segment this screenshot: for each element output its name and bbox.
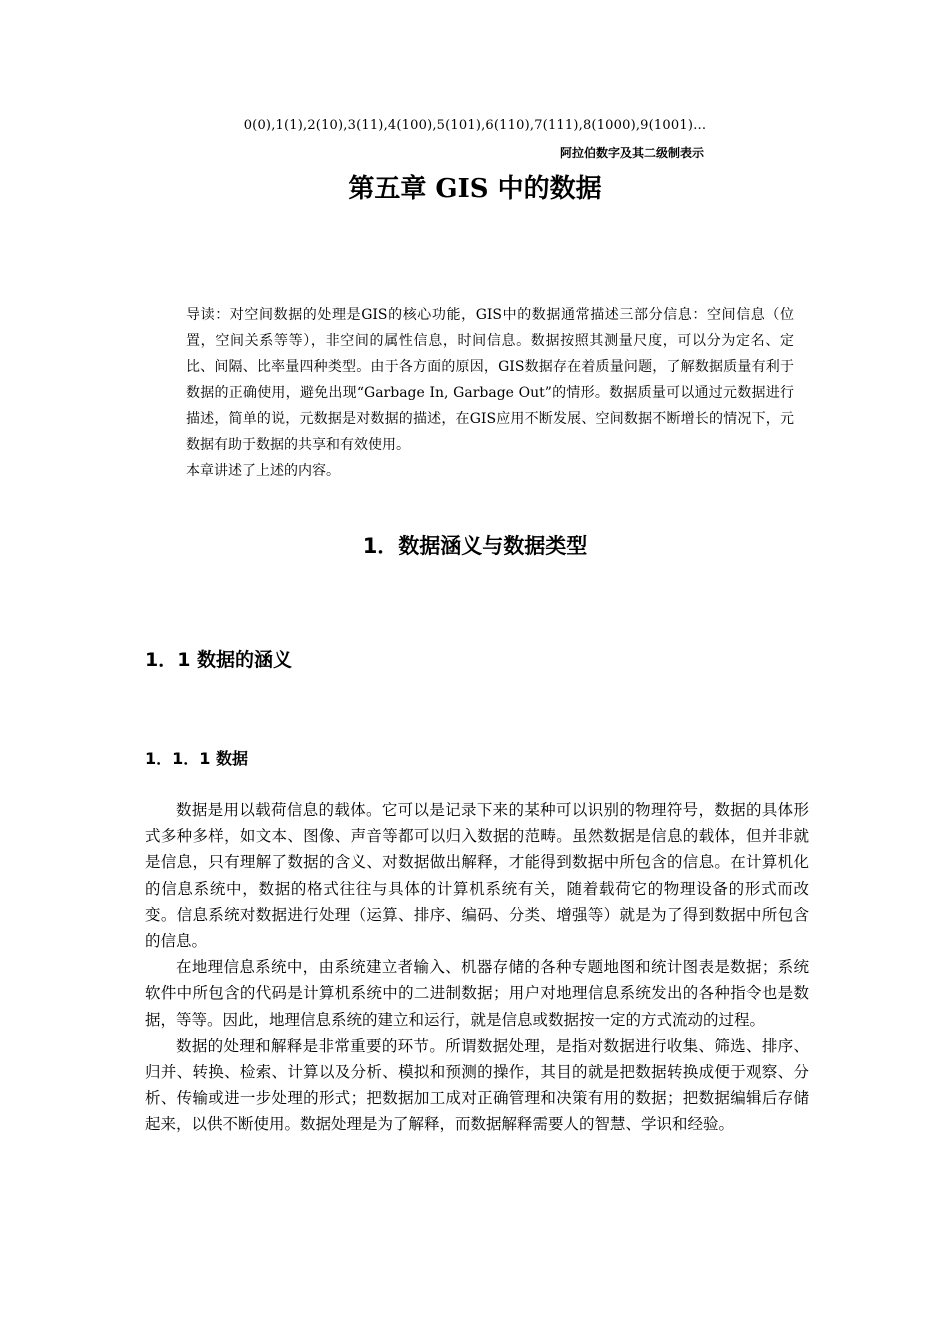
binary-caption: 阿拉伯数字及其二级制表示 [560, 146, 705, 160]
subsection-title: 1．1 数据的涵义 [145, 649, 293, 671]
chapter-title: 第五章 GIS 中的数据 [348, 174, 602, 204]
body-text [145, 798, 809, 1139]
subsubsection-title: 1．1．1 数据 [145, 749, 248, 768]
section-title: 1．数据涵义与数据类型 [362, 534, 588, 558]
body-paragraph: 数据的处理和解释是非常重要的环节。所谓数据处理，是指对数据进行收集、筛选、排序、归并、转换、检索、计算以及分析、模拟和预测的操作，其目的就是把数据转换成便于观察、分析、传输或进一步处理的形式；把数据加工成对正确管理和决策有用的数据；把数据编辑后存储起来，以供不断使用。数据处理是为了解释，而数据解释需要人的智慧、学识和经验。 [145, 1037, 809, 1134]
binary-sequence: 0(0),1(1),2(10),3(11),4(100),5(101),6(110),7(111),8(1000),9(1001)… [243, 118, 707, 133]
intro-paragraph: 导读：对空间数据的处理是GIS的核心功能，GIS中的数据通常描述三部分信息：空间信息（位置，空间关系等等），非空间的属性信息，时间信息。数据按照其测量尺度，可以分为定名、定比、间隔、比率量四种类型。由于各方面的原因，GIS数据存在着质量问题，了解数据质量有利于数据的正确使用，避免出现“Garbage In, Garbage Out”的情形。数据质量可以通过元数据进行描述，简单的说，元数据是对数据的描述，在GIS应用不断发展、空间数据不断增长的情况下，元数据有助于数据的共享和有效使用。 [186, 307, 794, 453]
body-paragraph: 数据是用以载荷信息的载体。它可以是记录下来的某种可以识别的物理符号，数据的具体形式多种多样，如文本、图像、声音等都可以归入数据的范畴。虽然数据是信息的载体，但并非就是信息，只有理解了数据的含义、对数据做出解释，才能得到数据中所包含的信息。在计算机化的信息系统中，数据的格式往往与具体的计算机系统有关，随着载荷它的物理设备的形式而改变。信息系统对数据进行处理（运算、排序、编码、分类、增强等）就是为了得到数据中所包含的信息。 [145, 802, 809, 951]
intro-summary: 本章讲述了上述的内容。 [186, 463, 340, 479]
body-paragraph: 在地理信息系统中，由系统建立者输入、机器存储的各种专题地图和统计图表是数据；系统软件中所包含的代码是计算机系统中的二进制数据；用户对地理信息系统发出的各种指令也是数据，等等。因此，地理信息系统的建立和运行，就是信息或数据按一定的方式流动的过程。 [145, 959, 809, 1029]
chapter-intro [186, 302, 794, 484]
